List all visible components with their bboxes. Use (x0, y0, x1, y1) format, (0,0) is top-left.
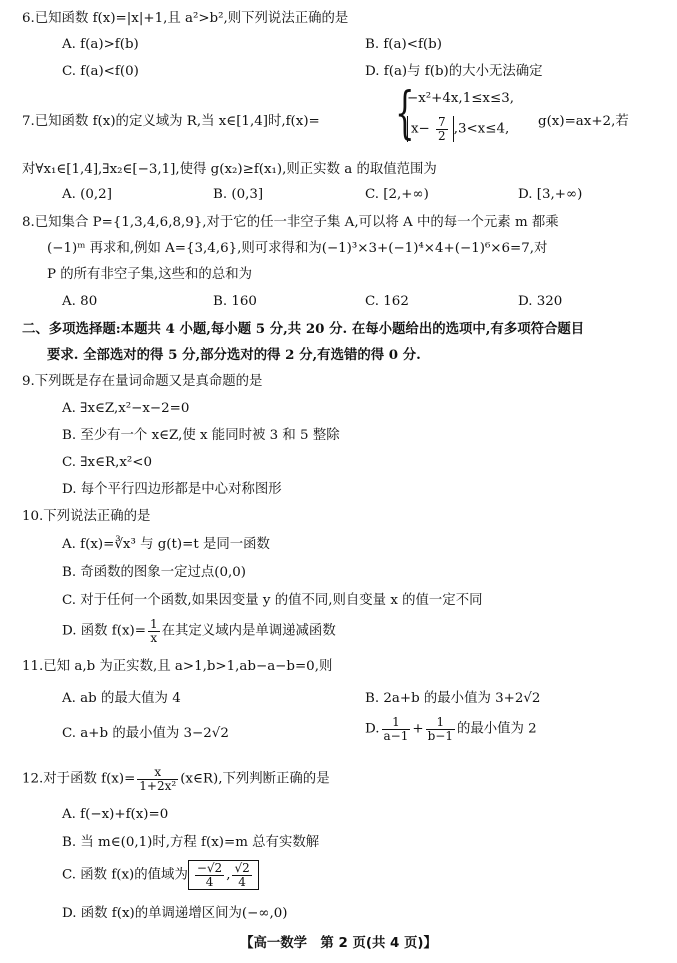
absolute-value: x− $\frac{7}{2}$ (407, 116, 454, 142)
q7-stem: 7.已知函数 f(x)的定义域为 R,当 x∈[1,4]时,f(x)= (22, 114, 320, 129)
fraction: $\frac{1}{b-1}$ (427, 715, 453, 743)
q11-option-d: D. $\frac{1}{a-1}$ + $\frac{1}{b-1}$ 的最小值为 2 (365, 715, 537, 743)
fraction: $\frac{√2}{4}$ (234, 861, 250, 889)
q8-option-d: D. 320 (518, 294, 563, 309)
q7-option-a: A. (0,2] (62, 187, 112, 202)
q12-option-c: C. 函数 f(x)的值域为 $\frac{-√2}{4}$ , $\frac{√2}{4}$ (62, 860, 259, 890)
q6-option-a: A. f(a)>f(b) (62, 37, 139, 52)
q9-stem: 9.下列既是存在量词命题又是真命题的是 (22, 374, 263, 389)
page-footer: 【高一数学 第 2 页(共 4 页)】 (240, 936, 437, 951)
q6-option-d: D. f(a)与 f(b)的大小无法确定 (365, 64, 543, 79)
fraction: $\frac{7}{2}$ (438, 115, 446, 143)
q7-option-d: D. [3,+∞) (518, 187, 583, 202)
q12-stem: 12.对于函数 f(x)= $\frac{x}{\text{1+2x²}}$ (x∈R),下列判断正确的是 (22, 765, 330, 793)
q12-option-a: A. f(−x)+f(x)=0 (62, 807, 169, 822)
interval-bracket: $\frac{-√2}{4}$ , $\frac{√2}{4}$ (188, 860, 259, 890)
q8-stem-line-1: 8.已知集合 P={1,3,4,6,8,9},对于它的任一非空子集 A,可以将 A 中的每一个元素 m 都乘 (22, 215, 559, 230)
q8-option-b: B. 160 (213, 294, 257, 309)
q7-stem-post: g(x)=ax+2,若 (538, 114, 629, 129)
q6-option-c: C. f(a)<f(0) (62, 64, 139, 79)
q11-option-a: A. ab 的最大值为 4 (62, 691, 181, 706)
q7-piecewise (395, 81, 545, 156)
q7-stem-2: 对∀x₁∈[1,4],∃x₂∈[−3,1],使得 g(x₂)≥f(x₁),则正实数 a 的取值范围为 (22, 162, 437, 177)
q7-option-b: B. (0,3] (213, 187, 264, 202)
q6-option-b: B. f(a)<f(b) (365, 37, 442, 52)
q9-option-c: C. ∃x∈R,x²<0 (62, 455, 153, 470)
q11-option-b: B. 2a+b 的最小值为 3+2√2 (365, 691, 541, 706)
section-2-heading-line-2: 要求. 全部选对的得 5 分,部分选对的得 2 分,有选错的得 0 分. (47, 347, 421, 363)
q8-stem-line-3: P 的所有非空子集,这些和的总和为 (47, 267, 252, 282)
section-2-heading: 二、多项选择题:本题共 4 小题,每小题 5 分,共 20 分. 在每小题给出的选项中,有多项符合题目 (22, 321, 585, 337)
q8-option-a: A. 80 (62, 294, 98, 309)
q12-option-d: D. 函数 f(x)的单调递增区间为(−∞,0) (62, 906, 288, 921)
fraction: $\frac{1}{a-1}$ (383, 715, 409, 743)
q9-option-b: B. 至少有一个 x∈Z,使 x 能同时被 3 和 5 整除 (62, 428, 340, 443)
fraction: $\frac{x}{\text{1+2x²}}$ (139, 765, 177, 793)
q7-option-c: C. [2,+∞) (365, 187, 429, 202)
q9-option-a: A. ∃x∈Z,x²−x−2=0 (62, 401, 190, 416)
q10-option-c: C. 对于任何一个函数,如果因变量 y 的值不同,则自变量 x 的值一定不同 (62, 593, 483, 608)
q6-stem: 6.已知函数 f(x)=|x|+1,且 a²>b²,则下列说法正确的是 (22, 11, 349, 26)
q7-piece-1: −x²+4x,1≤x≤3, (407, 91, 514, 106)
q8-option-c: C. 162 (365, 294, 409, 309)
fraction: $\frac{-√2}{4}$ (196, 861, 223, 889)
q12-option-b: B. 当 m∈(0,1)时,方程 f(x)=m 总有实数解 (62, 835, 320, 850)
fraction: $\frac{1}{x}$ (150, 617, 158, 645)
q11-option-c: C. a+b 的最小值为 3−2√2 (62, 726, 229, 741)
q10-option-b: B. 奇函数的图象一定过点(0,0) (62, 565, 247, 580)
q11-stem: 11.已知 a,b 为正实数,且 a>1,b>1,ab−a−b=0,则 (22, 659, 333, 674)
brace-glyph: { (395, 81, 415, 146)
q10-stem: 10.下列说法正确的是 (22, 509, 151, 524)
q10-option-d: D. 函数 f(x)= $\frac{1}{x}$ 在其定义域内是单调递减函数 (62, 617, 336, 645)
q10-option-a: A. f(x)=∛x³ 与 g(t)=t 是同一函数 (62, 537, 270, 552)
q7-piece-2: x− $\frac{7}{2}$ ,3<x≤4, (407, 116, 509, 142)
q8-stem-line-2: (−1)ᵐ 再求和,例如 A={3,4,6},则可求得和为(−1)³×3+(−1)⁴×4+(−1)⁶×6=7,对 (47, 241, 548, 256)
q9-option-d: D. 每个平行四边形都是中心对称图形 (62, 482, 282, 497)
